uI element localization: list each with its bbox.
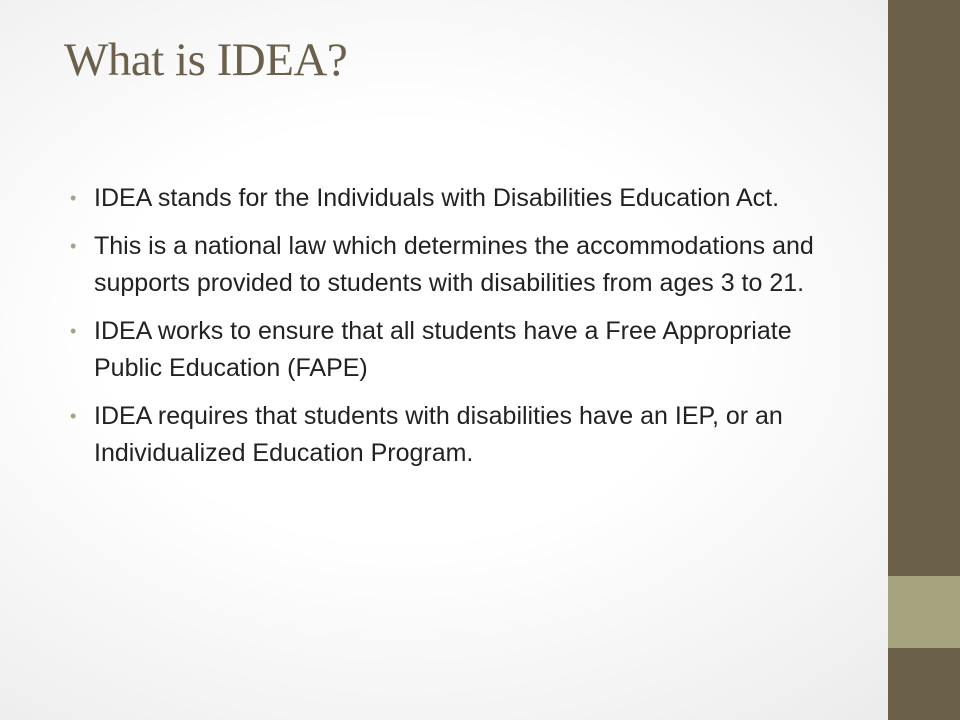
bullet-dot-icon: •: [70, 188, 77, 208]
side-band-middle: [888, 576, 960, 648]
bullet-dot-icon: •: [70, 406, 77, 426]
side-band-bottom: [888, 648, 960, 720]
bullet-item: [66, 228, 856, 302]
bullet-text: This is a national law which determines the accommodations and supports provided to students with disabilities from ages 3 to 21.: [94, 232, 814, 297]
bullet-item: [66, 180, 856, 217]
bullet-list: [66, 180, 856, 483]
bullet-text: IDEA requires that students with disabilities have an IEP, or an Individualized Education Program.: [94, 402, 783, 467]
bullet-text: IDEA stands for the Individuals with Disabilities Education Act.: [94, 184, 780, 212]
slide-title: What is IDEA?: [64, 34, 348, 86]
bullet-item: [66, 313, 856, 387]
bullet-dot-icon: •: [70, 321, 77, 341]
bullet-item: [66, 398, 856, 472]
bullet-text: IDEA works to ensure that all students have a Free Appropriate Public Education (FAPE): [94, 317, 792, 382]
side-band-top: [888, 0, 960, 576]
bullet-dot-icon: •: [70, 236, 77, 256]
